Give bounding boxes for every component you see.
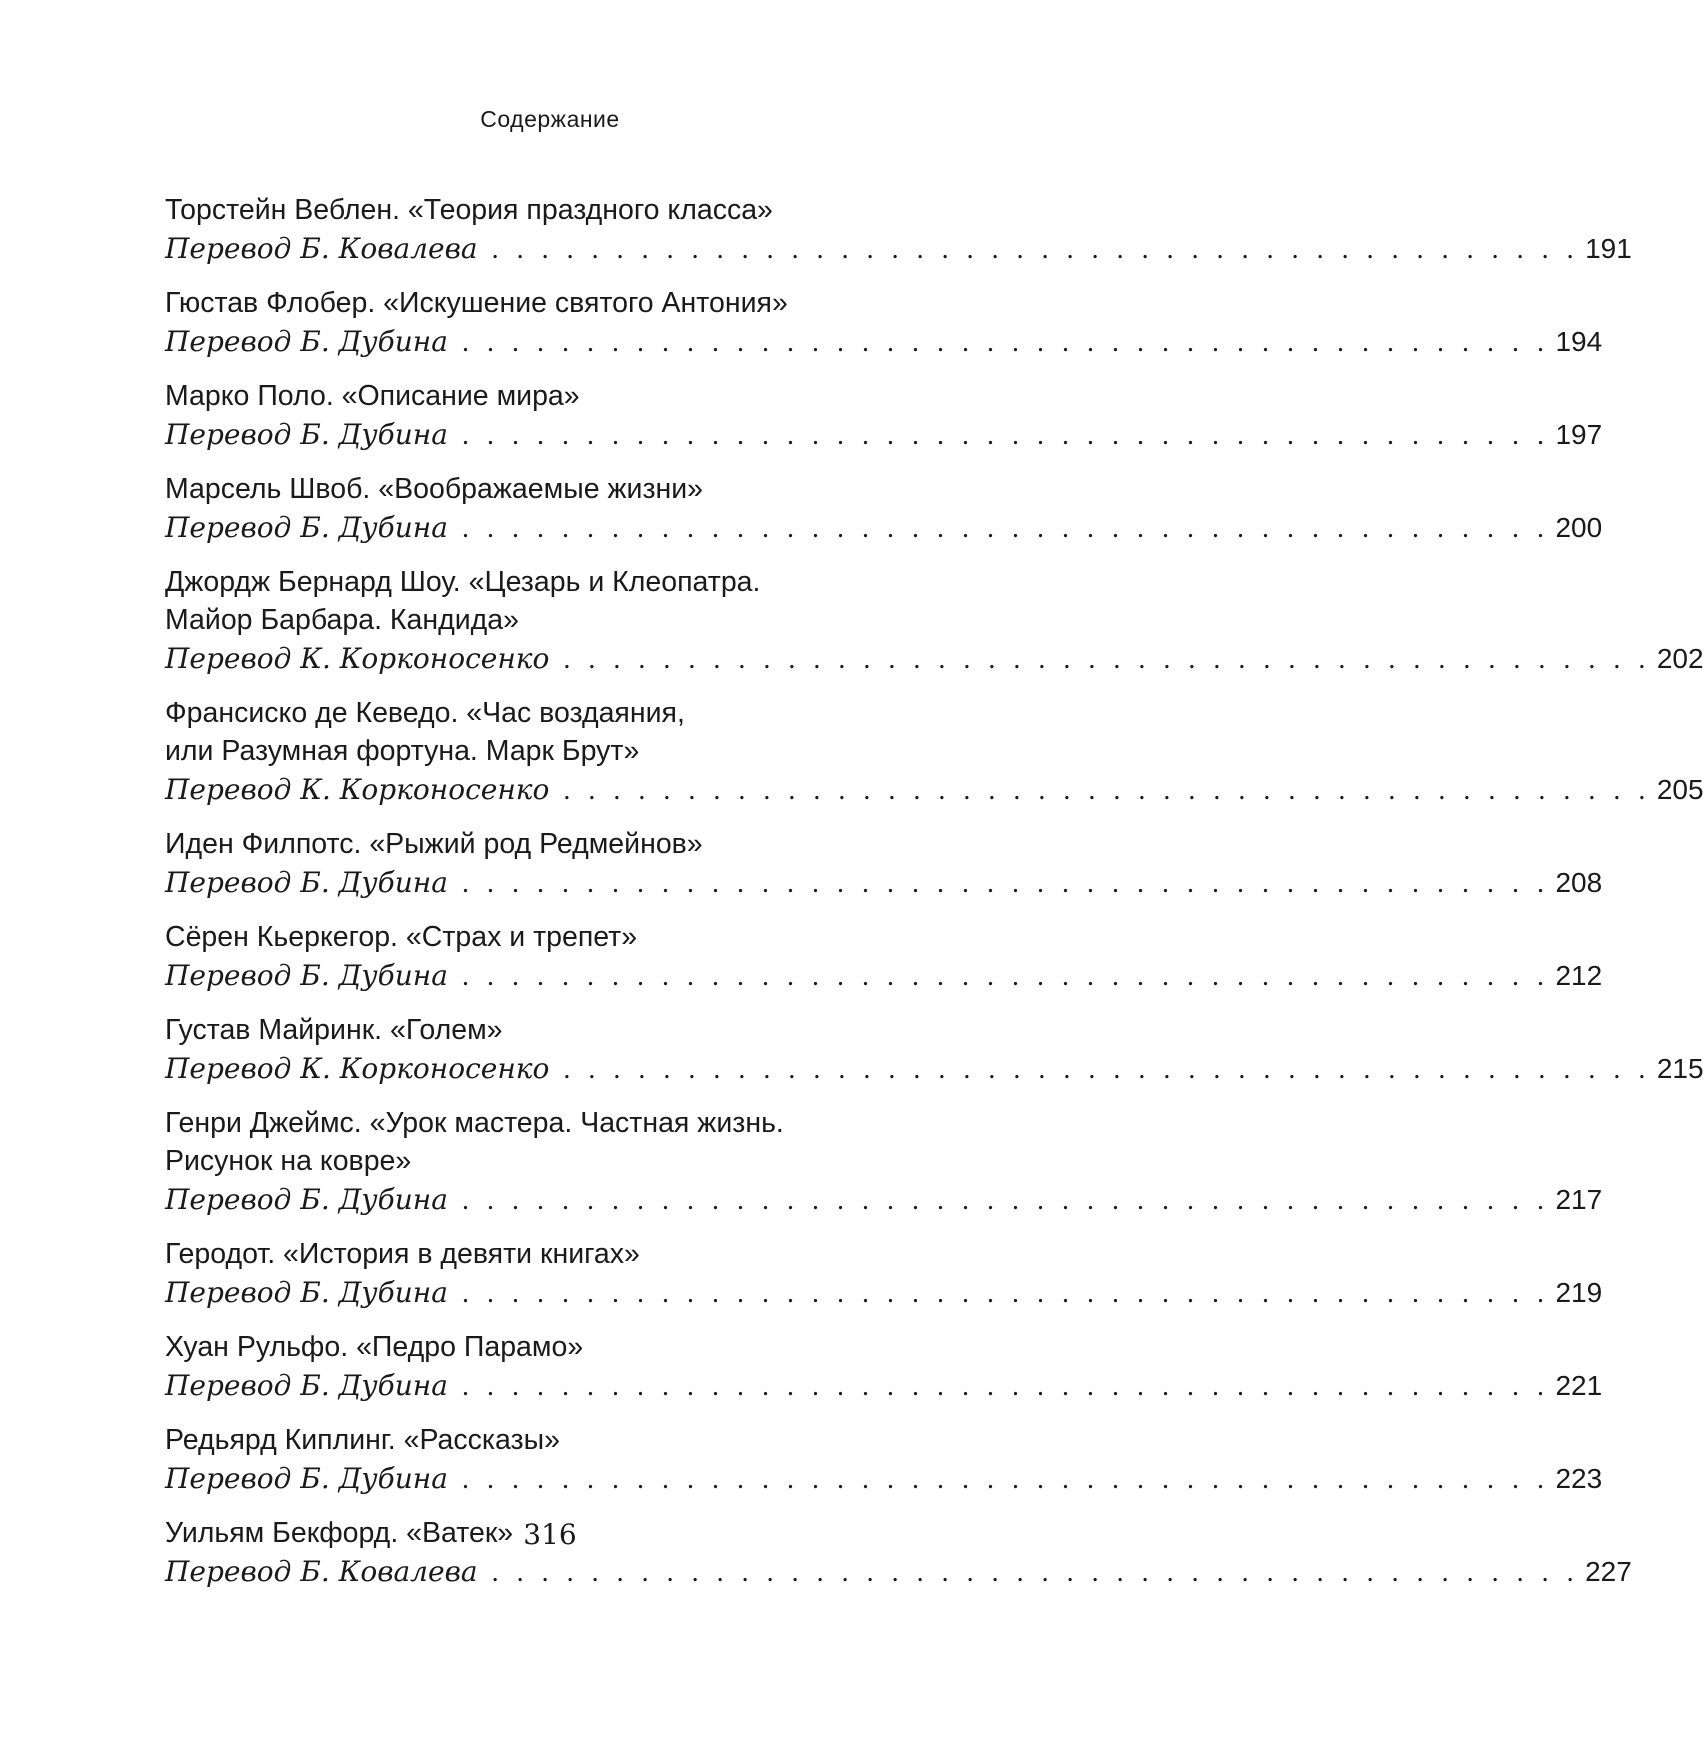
toc-entry xyxy=(165,191,1632,269)
entry-page-number: 200 xyxy=(1555,512,1603,543)
dot-leader: . . . . . . . . . . . . . . . . . . . . . . . . . . . . . . . . . . . . . . . . . . . . xyxy=(461,1185,1550,1216)
entry-title-line: Уильям Бекфорд. «Ватек» xyxy=(165,1517,514,1549)
entry-title-block xyxy=(165,191,941,229)
entry-title-block xyxy=(165,694,941,770)
entry-translator-line xyxy=(165,1366,1603,1406)
toc-entry xyxy=(165,470,1603,548)
entry-title-line: Торстейн Веблен. «Теория праздного класса» xyxy=(165,194,773,226)
entry-title-block xyxy=(165,918,941,956)
entry-translator-line xyxy=(165,322,1603,362)
entry-title-line: или Разумная фортуна. Марк Брут» xyxy=(165,735,640,767)
entry-translator-line xyxy=(165,639,1704,679)
entry-translator: Перевод К. Корконосенко xyxy=(165,1052,550,1085)
toc-entry xyxy=(165,694,1704,810)
entry-translator: Перевод Б. Дубина xyxy=(165,1183,448,1216)
toc-entry xyxy=(165,1104,1603,1220)
entry-title-block xyxy=(165,1011,941,1049)
entry-title-line: Гюстав Флобер. «Искушение святого Антония» xyxy=(165,287,788,319)
entry-page-number: 197 xyxy=(1555,419,1603,450)
entry-translator-line xyxy=(165,229,1632,269)
entry-page-number: 205 xyxy=(1656,774,1704,805)
entry-title-block xyxy=(165,1235,941,1273)
dot-leader: . . . . . . . . . . . . . . . . . . . . . . . . . . . . . . . . . . . . . . . . . . . . xyxy=(491,234,1580,265)
entry-translator: Перевод Б. Дубина xyxy=(165,511,448,544)
entry-translator: Перевод Б. Ковалева xyxy=(165,1555,478,1588)
entry-translator-line xyxy=(165,508,1603,548)
entry-title-line: Марко Поло. «Описание мира» xyxy=(165,380,580,412)
entry-page-number: 219 xyxy=(1555,1277,1603,1308)
entry-title-block xyxy=(165,1328,941,1366)
dot-leader: . . . . . . . . . . . . . . . . . . . . . . . . . . . . . . . . . . . . . . . . . . . . xyxy=(461,868,1550,899)
entry-translator: Перевод Б. Дубина xyxy=(165,1462,448,1495)
entry-translator: Перевод Б. Дубина xyxy=(165,1276,448,1309)
dot-leader: . . . . . . . . . . . . . . . . . . . . . . . . . . . . . . . . . . . . . . . . . . . . xyxy=(563,644,1651,675)
entry-translator: Перевод К. Корконосенко xyxy=(165,773,550,806)
entry-title-line: Геродот. «История в девяти книгах» xyxy=(165,1238,640,1270)
entry-title-block xyxy=(165,284,941,322)
dot-leader: . . . . . . . . . . . . . . . . . . . . . . . . . . . . . . . . . . . . . . . . . . . . xyxy=(461,1371,1550,1402)
page-folio: 316 xyxy=(523,1518,577,1551)
dot-leader: . . . . . . . . . . . . . . . . . . . . . . . . . . . . . . . . . . . . . . . . . . . . xyxy=(461,327,1550,358)
dot-leader: . . . . . . . . . . . . . . . . . . . . . . . . . . . . . . . . . . . . . . . . . . . . xyxy=(563,775,1651,806)
entry-translator-line xyxy=(165,1552,1632,1592)
toc-entry xyxy=(165,1421,1603,1499)
entry-title-block xyxy=(165,1421,941,1459)
toc-entry xyxy=(165,918,1603,996)
entry-translator-line xyxy=(165,1180,1603,1220)
entry-page-number: 217 xyxy=(1555,1184,1603,1215)
running-head: Содержание xyxy=(480,106,620,132)
entry-title-line: Сёрен Кьеркегор. «Страх и трепет» xyxy=(165,921,638,953)
dot-leader: . . . . . . . . . . . . . . . . . . . . . . . . . . . . . . . . . . . . . . . . . . . . xyxy=(461,1278,1550,1309)
toc-entry xyxy=(165,284,1603,362)
entry-translator-line xyxy=(165,770,1704,810)
entry-page-number: 208 xyxy=(1555,867,1603,898)
entry-title-line: Рисунок на ковре» xyxy=(165,1145,412,1177)
dot-leader: . . . . . . . . . . . . . . . . . . . . . . . . . . . . . . . . . . . . . . . . . . . . xyxy=(461,513,1550,544)
entry-translator: Перевод Б. Дубина xyxy=(165,959,448,992)
entry-title-line: Генри Джеймс. «Урок мастера. Частная жизнь. xyxy=(165,1107,784,1139)
toc-entry xyxy=(165,377,1603,455)
entry-title-line: Марсель Швоб. «Воображаемые жизни» xyxy=(165,473,704,505)
entry-translator-line xyxy=(165,1049,1704,1089)
entry-page-number: 215 xyxy=(1656,1053,1704,1084)
toc-entry xyxy=(165,1235,1603,1313)
entry-page-number: 227 xyxy=(1585,1556,1632,1587)
entry-translator: Перевод Б. Дубина xyxy=(165,866,448,899)
entry-page-number: 223 xyxy=(1555,1463,1603,1494)
entry-title-line: Редьярд Киплинг. «Рассказы» xyxy=(165,1424,560,1456)
entry-page-number: 212 xyxy=(1555,960,1603,991)
entry-title-block xyxy=(165,563,941,639)
dot-leader: . . . . . . . . . . . . . . . . . . . . . . . . . . . . . . . . . . . . . . . . . . . . xyxy=(491,1557,1580,1588)
entry-title-block xyxy=(165,1104,941,1180)
entry-title-line: Хуан Рульфо. «Педро Парамо» xyxy=(165,1331,584,1363)
entry-translator-line xyxy=(165,415,1603,455)
toc-entry xyxy=(165,563,1704,679)
entry-translator-line xyxy=(165,1273,1603,1313)
entry-title-line: Густав Майринк. «Голем» xyxy=(165,1014,503,1046)
entry-page-number: 194 xyxy=(1555,326,1603,357)
entry-translator-line xyxy=(165,863,1603,903)
toc-entry xyxy=(165,825,1603,903)
toc-entry xyxy=(165,1328,1603,1406)
entry-title-block xyxy=(165,377,941,415)
entry-title-block xyxy=(165,825,941,863)
entry-translator: Перевод К. Корконосенко xyxy=(165,642,550,675)
dot-leader: . . . . . . . . . . . . . . . . . . . . . . . . . . . . . . . . . . . . . . . . . . . . xyxy=(461,420,1550,451)
entry-page-number: 202 xyxy=(1656,643,1704,674)
dot-leader: . . . . . . . . . . . . . . . . . . . . . . . . . . . . . . . . . . . . . . . . . . . . xyxy=(461,1464,1550,1495)
entry-title-line: Иден Филпотс. «Рыжий род Редмейнов» xyxy=(165,828,703,860)
table-of-contents xyxy=(165,191,1704,1607)
dot-leader: . . . . . . . . . . . . . . . . . . . . . . . . . . . . . . . . . . . . . . . . . . . . xyxy=(461,961,1550,992)
entry-title-line: Майор Барбара. Кандида» xyxy=(165,604,519,636)
entry-title-block xyxy=(165,470,941,508)
entry-translator-line xyxy=(165,956,1603,996)
entry-translator: Перевод Б. Дубина xyxy=(165,418,448,451)
entry-translator: Перевод Б. Дубина xyxy=(165,1369,448,1402)
entry-translator-line xyxy=(165,1459,1603,1499)
toc-entry xyxy=(165,1011,1704,1089)
entry-translator: Перевод Б. Дубина xyxy=(165,325,448,358)
entry-page-number: 221 xyxy=(1555,1370,1603,1401)
entry-title-line: Джордж Бернард Шоу. «Цезарь и Клеопатра. xyxy=(165,566,761,598)
entry-title-line: Франсиско де Кеведо. «Час воздаяния, xyxy=(165,697,685,729)
dot-leader: . . . . . . . . . . . . . . . . . . . . . . . . . . . . . . . . . . . . . . . . . . . . xyxy=(563,1054,1651,1085)
entry-translator: Перевод Б. Ковалева xyxy=(165,232,478,265)
entry-page-number: 191 xyxy=(1585,233,1632,264)
